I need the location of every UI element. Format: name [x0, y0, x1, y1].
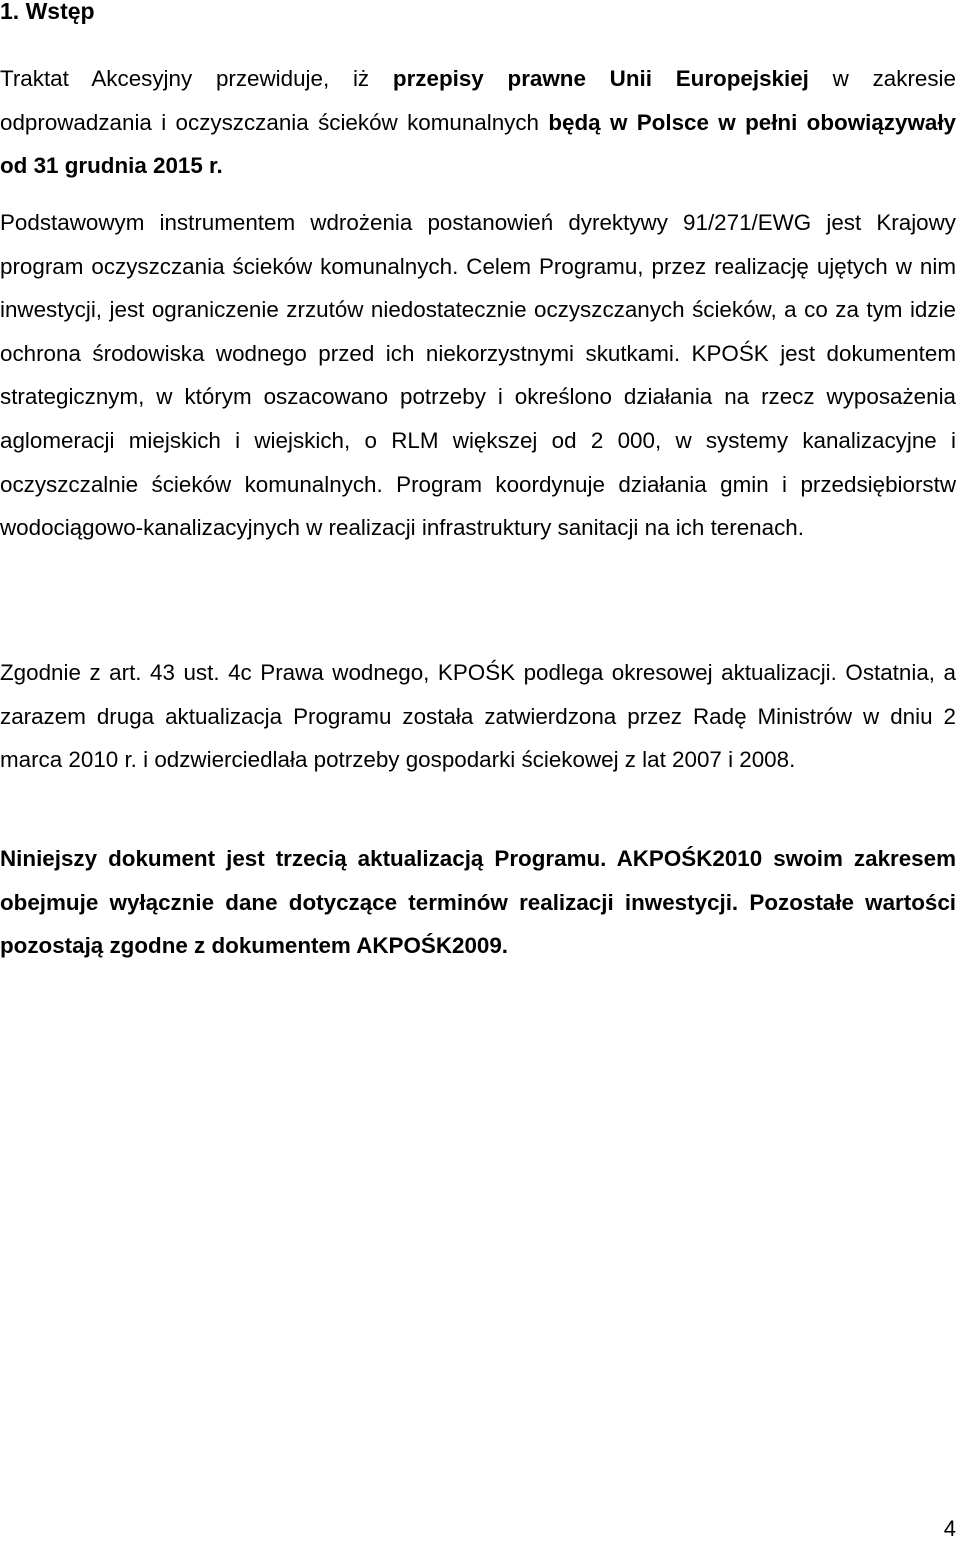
paragraph-accession-treaty — [0, 57, 956, 188]
paragraph1-bold-1: przepisy prawne Unii Europejskiej — [392, 66, 809, 91]
paragraph1-text-2: w zakresie odprowadzania i oczyszczania ścieków komunalnych — [0, 66, 956, 135]
page-number: 4 — [943, 1516, 956, 1541]
paragraph-kposk-description: Podstawowym instrumentem wdrożenia postanowień dyrektywy 91/271/EWG jest Krajowy program oczyszczania ścieków komunalnych. Celem Programu, przez realizację ujętych w nim inwestycji, jest ograniczenie zrzutów niedostatecznie oczyszczanych ścieków, a co za tym idzie ochrona środowiska wodnego przed ich niekorzystnymi skutkami. KPOŚK jest dokumentem strategicznym, w którym oszacowano potrzeby i określono działania na rzecz wyposażenia aglomeracji miejskich i wiejskich, o RLM większej od 2 000, w systemy kanalizacyjne i oczyszczalnie ścieków komunalnych. Program koordynuje działania gmin i przedsiębiorstw wodociągowo-kanalizacyjnych w realizacji infrastruktury sanitacji na ich terenach. — [0, 210, 956, 541]
paragraph-document-scope: Niniejszy dokument jest trzecią aktualizacją Programu. AKPOŚK2010 swoim zakresem obejmuje wyłącznie dane dotyczące terminów realizacji inwestycji. Pozostałe wartości pozostają zgodne z dokumentem AKPOŚK2009. — [0, 846, 956, 959]
paragraph1-bold-2: będą w Polsce w pełni obowiązywały od 31 grudnia 2015 r. — [0, 109, 956, 179]
paragraph-water-law-update: Zgodnie z art. 43 ust. 4c Prawa wodnego, KPOŚK podlega okresowej aktualizacji. Ostatnia, a zarazem druga aktualizacja Programu została zatwierdzona przez Radę Ministrów w dniu 2 marca 2010 r. i odzwierciedlała potrzeby gospodarki ściekowej z lat 2007 i 2008. — [0, 660, 956, 773]
paragraph1-text-1: Traktat Akcesyjny przewiduje, iż — [0, 66, 393, 91]
section-heading: 1. Wstęp — [0, 0, 95, 24]
